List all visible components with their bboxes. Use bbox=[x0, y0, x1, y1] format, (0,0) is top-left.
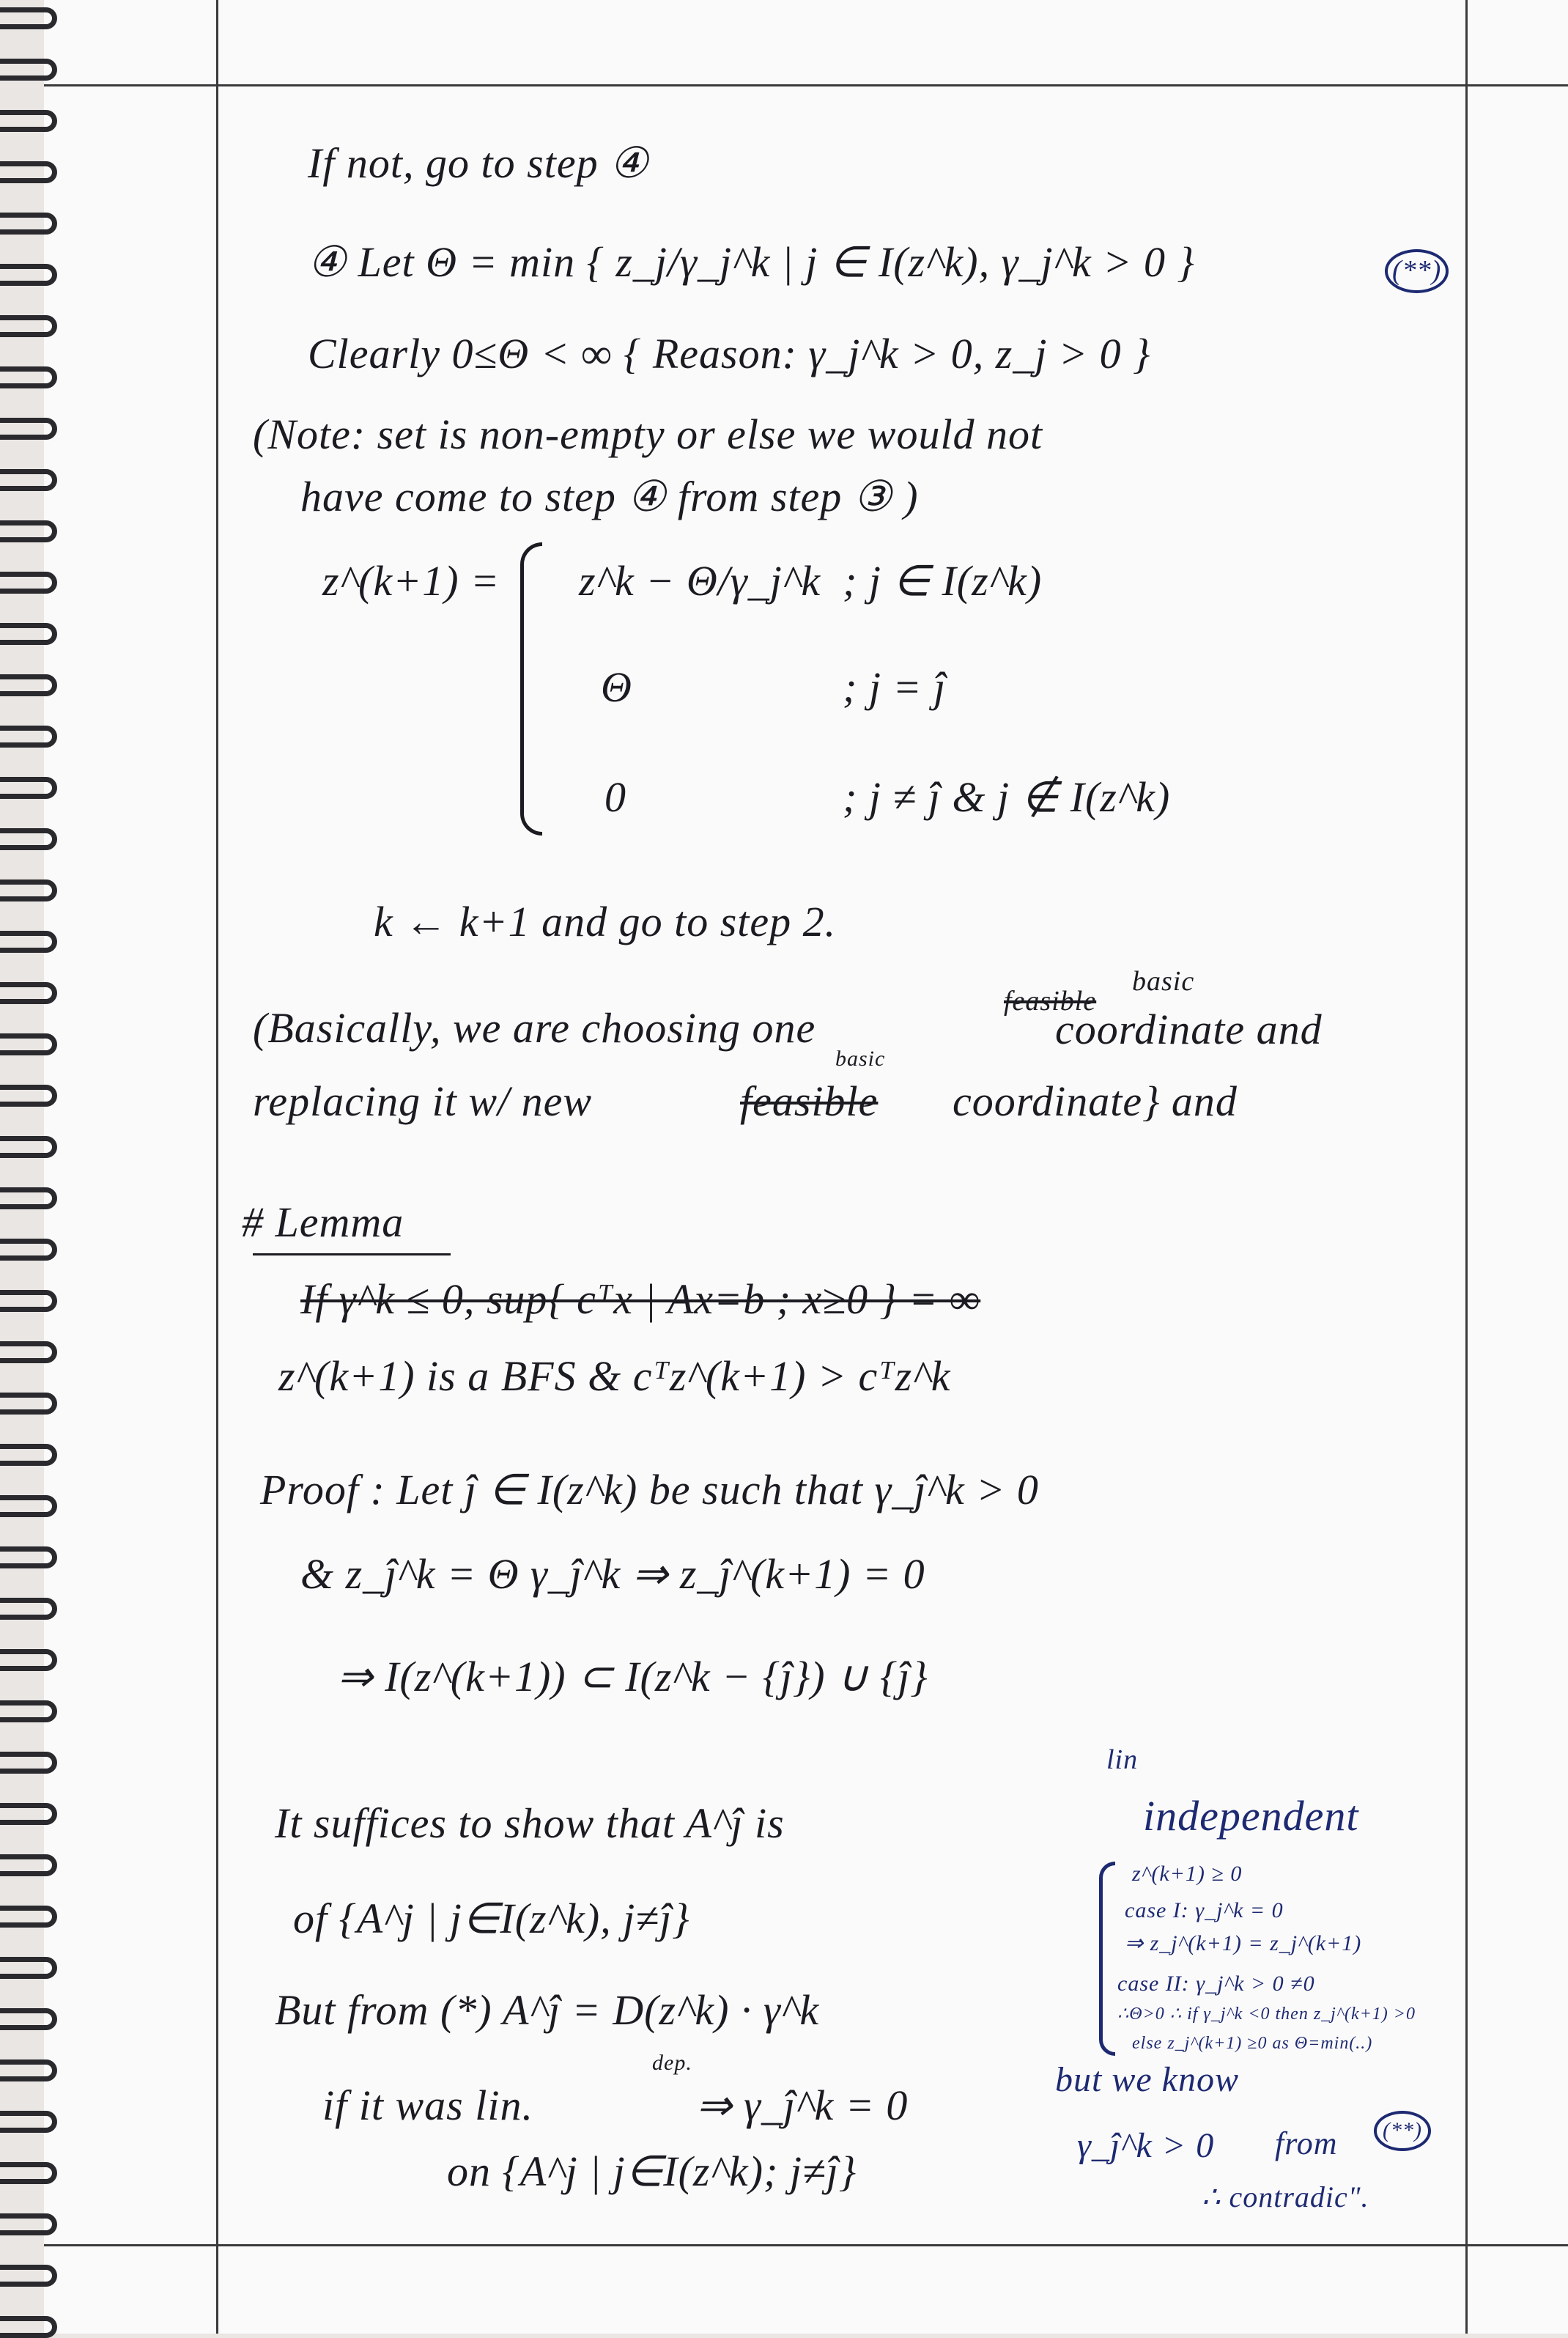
side-note: ∴Θ>0 ∴ if γ_j^k <0 then z_j^(k+1) >0 bbox=[1117, 2005, 1416, 2024]
spiral-ring bbox=[0, 674, 57, 696]
case-brace bbox=[520, 542, 542, 836]
note-line: k ← k+1 and go to step 2. bbox=[374, 898, 837, 945]
proof-line: & z_ĵ^k = Θ γ_ĵ^k ⇒ z_ĵ^(k+1) = 0 bbox=[300, 1550, 925, 1598]
inserted-word: lin bbox=[1106, 1744, 1139, 1775]
side-note: z^(k+1) ≥ 0 bbox=[1132, 1862, 1243, 1886]
note-line: have come to step ④ from step ③ ) bbox=[300, 473, 919, 520]
spiral-ring bbox=[0, 1033, 57, 1055]
spiral-ring bbox=[0, 2111, 57, 2133]
margin-line-left bbox=[216, 0, 218, 2334]
spiral-ring bbox=[0, 161, 57, 183]
side-note: γ_ĵ^k > 0 bbox=[1077, 2126, 1215, 2165]
proof-line: on {A^j | j∈I(z^k); j≠ĵ} bbox=[447, 2147, 857, 2195]
spiral-ring bbox=[0, 777, 57, 799]
spiral-ring bbox=[0, 1393, 57, 1415]
spiral-ring bbox=[0, 879, 57, 901]
spiral-ring bbox=[0, 2008, 57, 2030]
side-note: but we know bbox=[1055, 2060, 1239, 2099]
side-note: ∴ contradic". bbox=[1202, 2180, 1369, 2213]
spiral-ring bbox=[0, 1803, 57, 1825]
spiral-ring bbox=[0, 1290, 57, 1312]
proof-line: It suffices to show that A^ĵ is bbox=[275, 1799, 785, 1847]
spiral-ring bbox=[0, 828, 57, 850]
spiral-ring bbox=[0, 2265, 57, 2287]
note-line: replacing it w/ new bbox=[253, 1077, 593, 1125]
spiral-ring bbox=[0, 2059, 57, 2081]
spiral-ring bbox=[0, 2316, 57, 2338]
bottom-rule bbox=[44, 2244, 1568, 2246]
spiral-ring bbox=[0, 623, 57, 645]
heading-underline bbox=[253, 1253, 451, 1255]
spiral-ring bbox=[0, 7, 57, 29]
spiral-ring bbox=[0, 1239, 57, 1261]
spiral-ring bbox=[0, 572, 57, 594]
step4-theta-definition: ④ Let Θ = min { z_j/γ_j^k | j ∈ I(z^k), γ_j^k > 0 } bbox=[308, 238, 1195, 286]
proof-line: if it was lin. bbox=[322, 2081, 533, 2129]
spiral-ring bbox=[0, 1187, 57, 1209]
inserted-word: basic bbox=[1132, 966, 1195, 997]
proof-line: ⇒ I(z^(k+1)) ⊂ I(z^k − {ĵ}) ∪ {ĵ} bbox=[337, 1653, 928, 1700]
side-note: case I: γ_j^k = 0 bbox=[1125, 1898, 1284, 1922]
spiral-ring bbox=[0, 1957, 57, 1979]
side-note: from bbox=[1275, 2125, 1338, 2161]
crossed-line: If γ^k ≤ 0, sup{ cᵀx | Ax=b ; x≥0 } = ∞ bbox=[300, 1275, 981, 1323]
spiral-ring bbox=[0, 1598, 57, 1620]
spiral-ring bbox=[0, 418, 57, 440]
note-line: coordinate} and bbox=[953, 1077, 1238, 1125]
spiral-ring bbox=[0, 1444, 57, 1466]
crossed-word: feasible bbox=[1004, 986, 1097, 1017]
note-line: Clearly 0≤Θ < ∞ { Reason: γ_j^k > 0, z_j > 0 } bbox=[308, 330, 1151, 377]
note-line: (Note: set is non-empty or else we would not bbox=[253, 410, 1043, 458]
case-2-condition: ; j = ĵ bbox=[843, 663, 947, 711]
proof-line: independent bbox=[1143, 1792, 1359, 1840]
spiral-ring bbox=[0, 1546, 57, 1568]
spiral-ring bbox=[0, 1649, 57, 1671]
proof-line: Proof : Let ĵ ∈ I(z^k) be such that γ_ĵ^k > 0 bbox=[260, 1466, 1039, 1513]
note-line: (Basically, we are choosing one bbox=[253, 1004, 816, 1052]
proof-line: But from (*) A^ĵ = D(z^k) · γ^k bbox=[275, 1986, 820, 2034]
proof-line: ⇒ γ_ĵ^k = 0 bbox=[696, 2081, 909, 2129]
lemma-heading: # Lemma bbox=[242, 1198, 404, 1246]
case-1-condition: ; j ∈ I(z^k) bbox=[843, 557, 1043, 605]
lemma-statement: z^(k+1) is a BFS & cᵀz^(k+1) > cᵀz^k bbox=[278, 1352, 951, 1400]
crossed-word: feasible bbox=[740, 1077, 879, 1125]
spiral-ring bbox=[0, 1854, 57, 1876]
spiral-ring bbox=[0, 469, 57, 491]
spiral-ring bbox=[0, 982, 57, 1004]
spiral-ring bbox=[0, 264, 57, 286]
spiral-ring bbox=[0, 2213, 57, 2235]
top-rule bbox=[44, 84, 1568, 86]
spiral-ring bbox=[0, 1136, 57, 1158]
note-line: If not, go to step ④ bbox=[308, 139, 649, 187]
margin-line-right bbox=[1465, 0, 1468, 2334]
spiral-ring bbox=[0, 1085, 57, 1107]
case-3-value: 0 bbox=[604, 773, 626, 821]
side-note: case II: γ_j^k > 0 ≠0 bbox=[1117, 1972, 1315, 1996]
proof-line: of {A^j | j∈I(z^k), j≠ĵ} bbox=[293, 1895, 690, 1942]
label-double-star: (**) bbox=[1385, 249, 1449, 293]
spiral-ring bbox=[0, 2162, 57, 2184]
spiral-ring bbox=[0, 59, 57, 81]
spiral-ring bbox=[0, 1341, 57, 1363]
case-1-value: z^k − Θ/γ_j^k bbox=[579, 557, 821, 605]
spiral-ring bbox=[0, 110, 57, 132]
label-double-star: (**) bbox=[1374, 2111, 1431, 2151]
z-update-lhs: z^(k+1) = bbox=[322, 557, 500, 605]
spiral-ring bbox=[0, 315, 57, 337]
spiral-ring bbox=[0, 213, 57, 235]
side-note: ⇒ z_j^(k+1) = z_j^(k+1) bbox=[1125, 1931, 1362, 1955]
spiral-ring bbox=[0, 726, 57, 748]
side-note-brace bbox=[1099, 1862, 1115, 2056]
case-2-value: Θ bbox=[601, 663, 632, 711]
spiral-ring bbox=[0, 520, 57, 542]
spiral-ring bbox=[0, 1906, 57, 1928]
note-line: coordinate and bbox=[1055, 1006, 1323, 1053]
side-note: else z_j^(k+1) ≥0 as Θ=min(..) bbox=[1132, 2034, 1373, 2053]
inserted-word: dep. bbox=[652, 2051, 692, 2075]
spiral-ring bbox=[0, 366, 57, 388]
spiral-ring bbox=[0, 1495, 57, 1517]
spiral-ring bbox=[0, 1700, 57, 1722]
inserted-word: basic bbox=[835, 1047, 886, 1071]
spiral-ring bbox=[0, 931, 57, 953]
spiral-ring bbox=[0, 1752, 57, 1774]
case-3-condition: ; j ≠ ĵ & j ∉ I(z^k) bbox=[843, 773, 1171, 821]
